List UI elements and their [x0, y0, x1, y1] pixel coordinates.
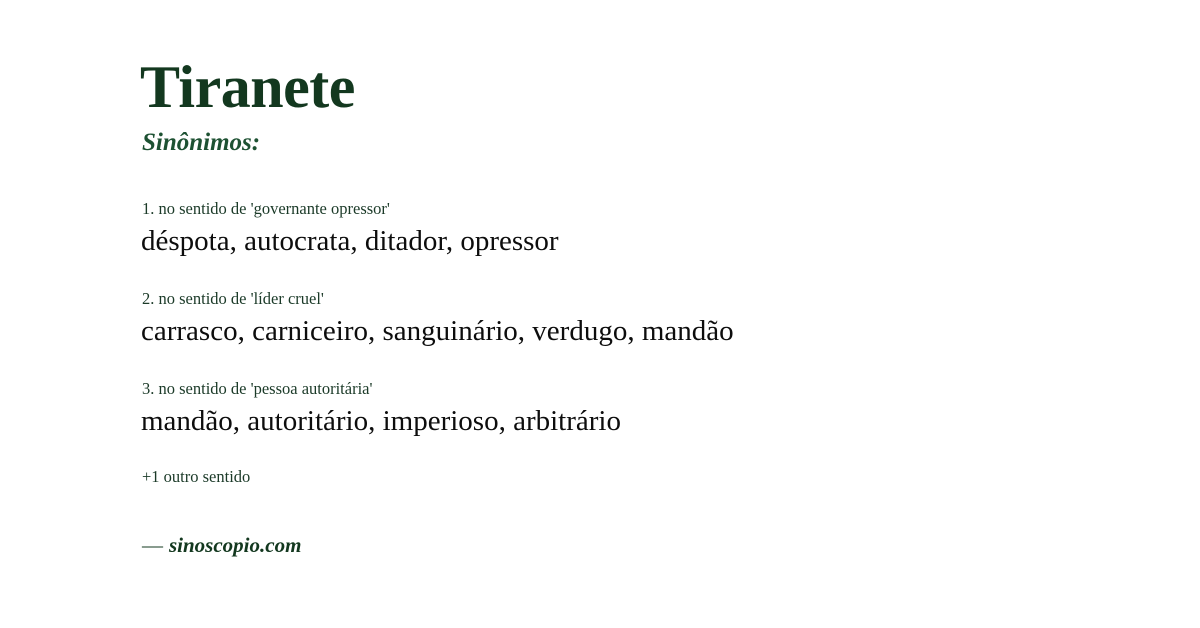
sense-synonyms: carrasco, carniceiro, sanguinário, verdugo, mandão	[141, 314, 734, 347]
sense-list	[140, 199, 1100, 439]
em-dash: —	[142, 533, 163, 558]
page-title: Tiranete	[140, 54, 355, 120]
more-senses-note: +1 outro sentido	[142, 467, 251, 487]
sense-entry	[140, 289, 1100, 349]
source-attribution	[142, 533, 1100, 558]
sense-label: 3. no sentido de 'pessoa autoritária'	[142, 379, 373, 399]
sense-entry	[140, 379, 1100, 439]
source-domain: sinoscopio.com	[169, 533, 302, 558]
sense-synonyms: déspota, autocrata, ditador, opressor	[141, 224, 559, 257]
sense-entry	[140, 199, 1100, 259]
sense-synonyms: mandão, autoritário, imperioso, arbitrário	[141, 404, 621, 437]
sense-label: 2. no sentido de 'líder cruel'	[142, 289, 324, 309]
sense-label: 1. no sentido de 'governante opressor'	[142, 199, 390, 218]
subtitle-synonyms: Sinônimos:	[142, 129, 261, 156]
